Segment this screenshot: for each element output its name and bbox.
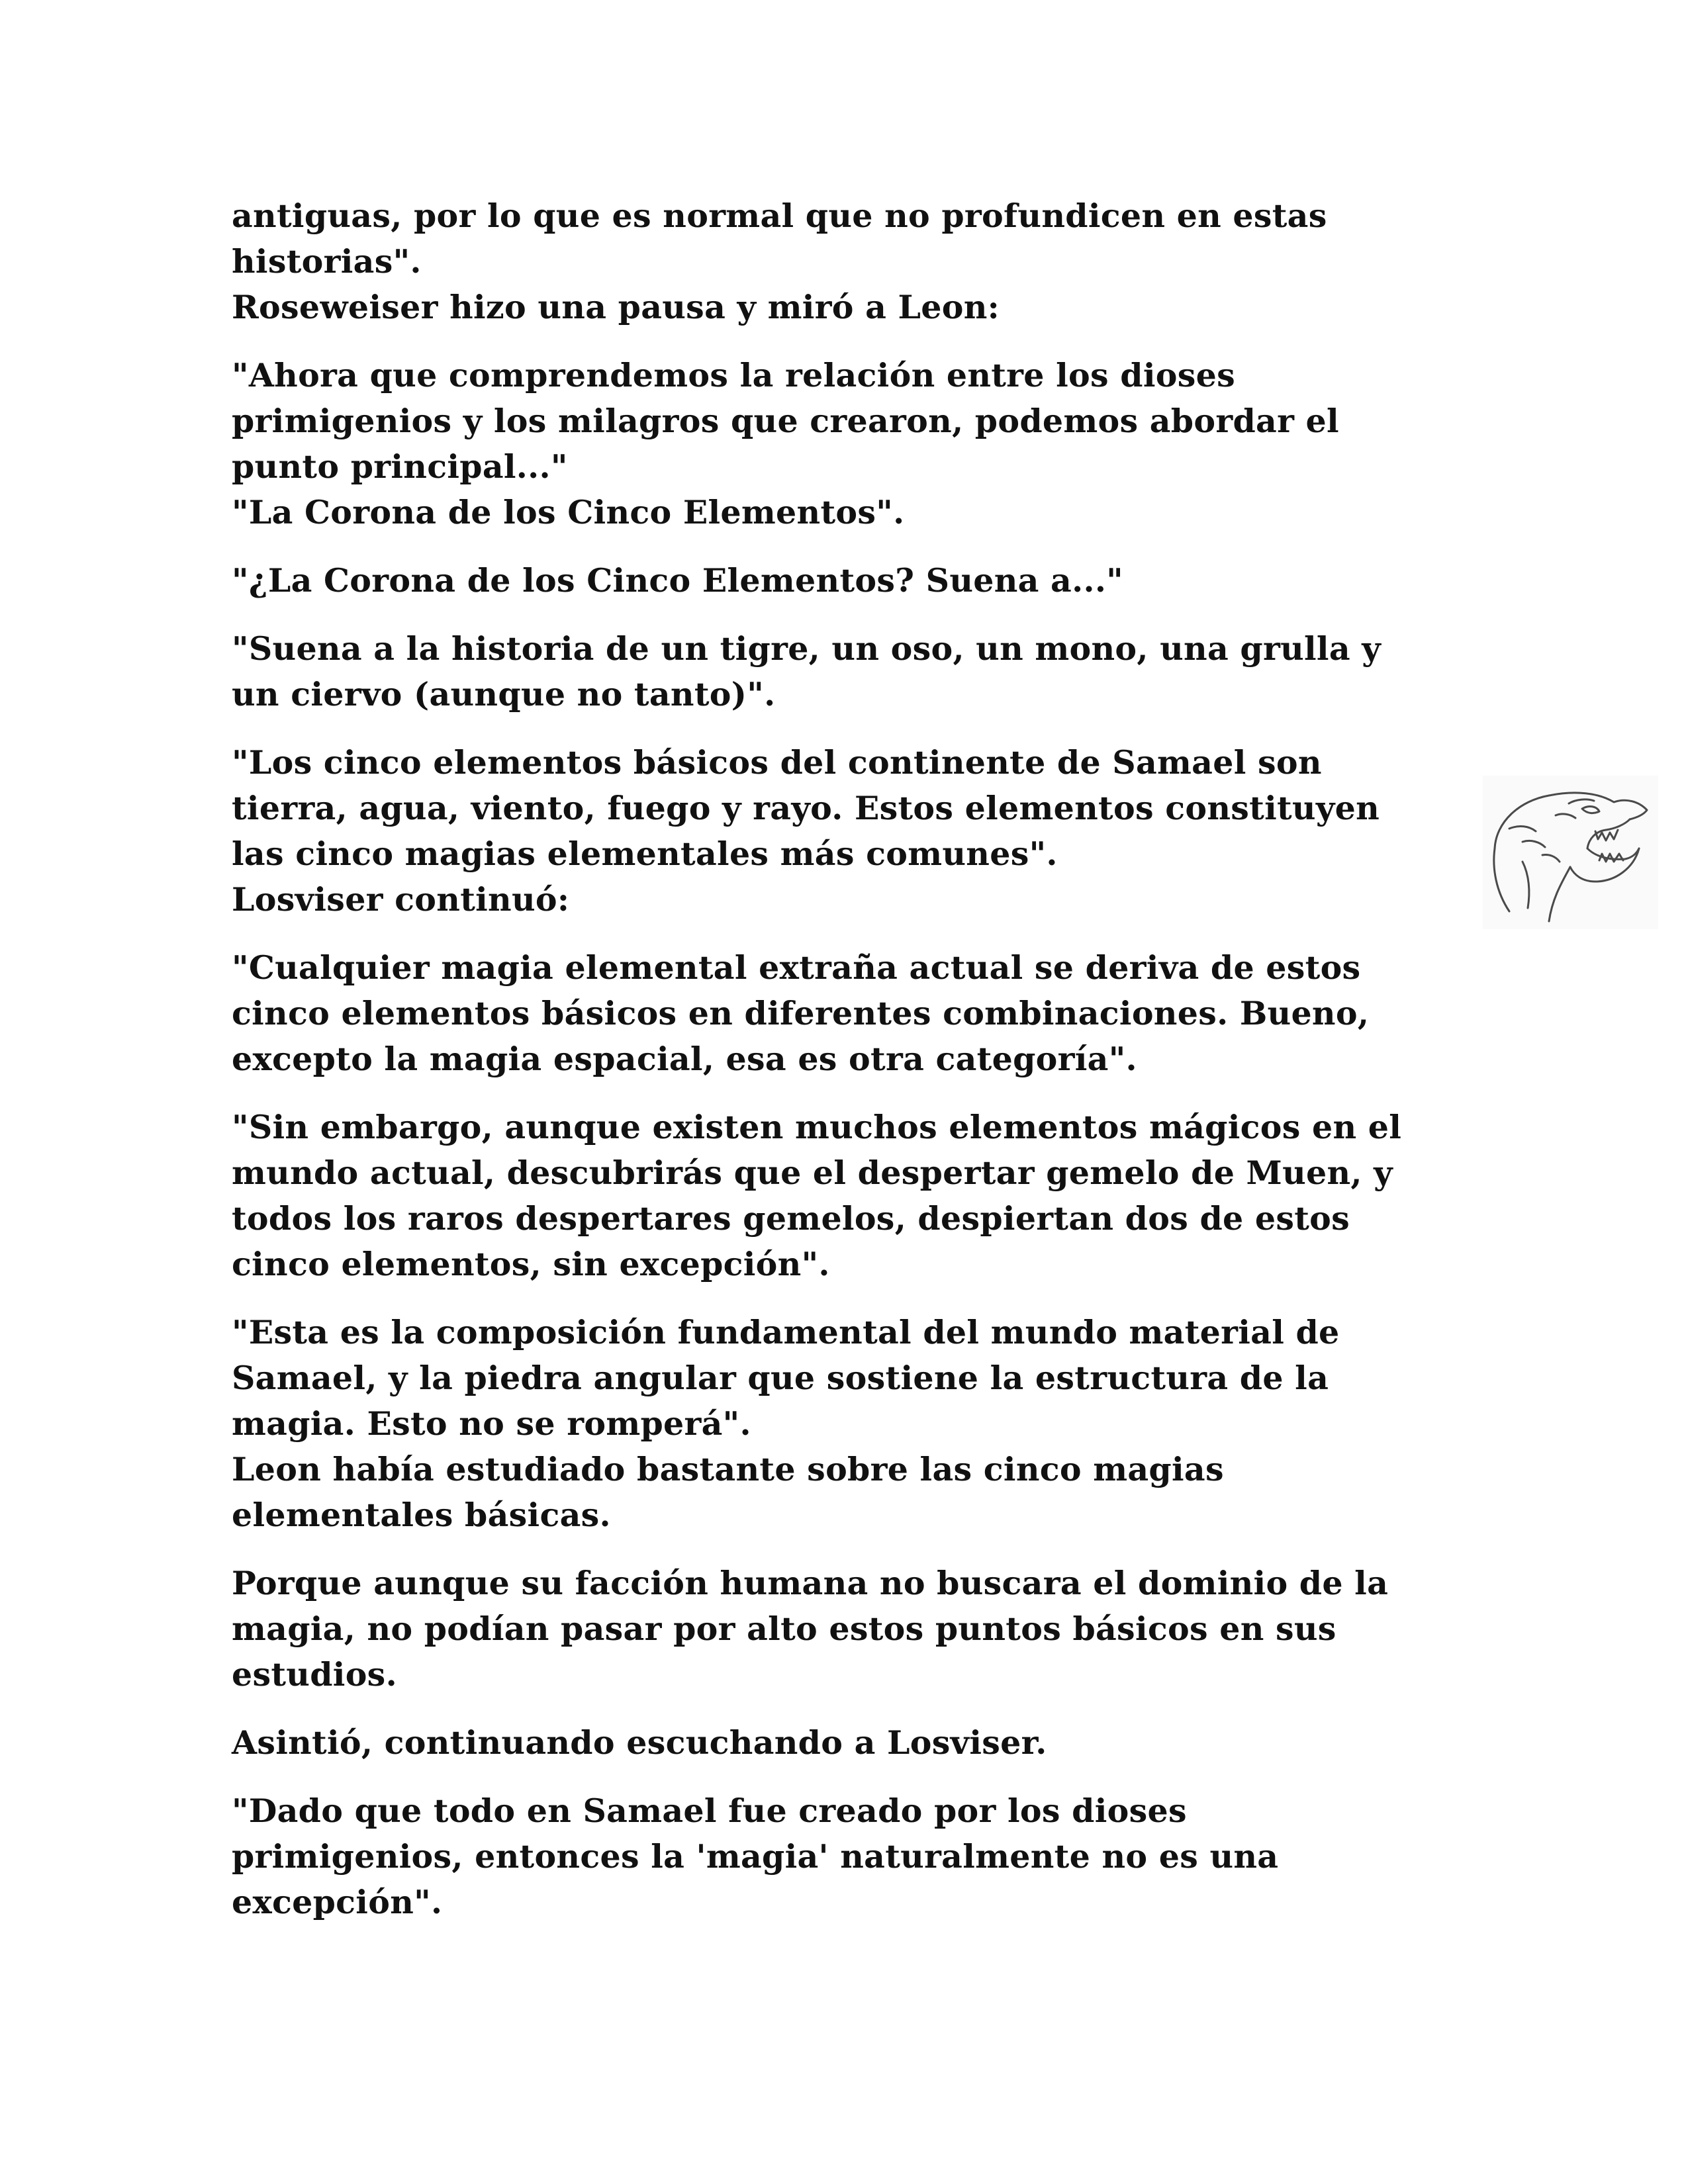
paragraph-5: "Los cinco elementos básicos del continente de Samael son tierra, agua, viento, fuego y rayo. Estos elementos constituyen las cinco magias elementales más comunes". Losviser continuó: — [232, 743, 1380, 919]
paragraph-10: Asintió, continuando escuchando a Losviser. — [232, 1723, 1047, 1762]
paragraph-1: antiguas, por lo que es normal que no profundicen en estas historias". Roseweiser hizo una pausa y miró a Leon: — [232, 197, 1327, 326]
paragraph-7: "Sin embargo, aunque existen muchos elementos mágicos en el mundo actual, descubrirás que el despertar gemelo de Muen, y todos los raros despertares gemelos, despiertan dos de estos cinco elementos, sin excepción". — [232, 1108, 1402, 1283]
paragraph-11: "Dado que todo en Samael fue creado por los dioses primigenios, entonces la 'magia' naturalmente no es una excepción". — [232, 1792, 1279, 1921]
paragraph-4: "Suena a la historia de un tigre, un oso, un mono, una grulla y un ciervo (aunque no tanto)". — [232, 629, 1382, 713]
story-text — [232, 193, 1489, 1925]
dinosaur-head-sketch-icon — [1483, 776, 1658, 929]
paragraph-3: "¿La Corona de los Cinco Elementos? Suena a..." — [232, 561, 1124, 600]
paragraph-2: "Ahora que comprendemos la relación entre los dioses primigenios y los milagros que crearon, podemos abordar el punto principal..." "La Corona de los Cinco Elementos". — [232, 356, 1339, 531]
paragraph-8: "Esta es la composición fundamental del mundo material de Samael, y la piedra angular que sostiene la estructura de la magia. Esto no se romperá". Leon había estudiado bastante sobre las cinco magias elementales básicas. — [232, 1313, 1340, 1534]
paragraph-6: "Cualquier magia elemental extraña actual se deriva de estos cinco elementos básicos en diferentes combinaciones. Bueno, excepto la magia espacial, esa es otra categoría". — [232, 948, 1370, 1078]
paragraph-9: Porque aunque su facción humana no buscara el dominio de la magia, no podían pasar por alto estos puntos básicos en sus estudios. — [232, 1564, 1389, 1694]
